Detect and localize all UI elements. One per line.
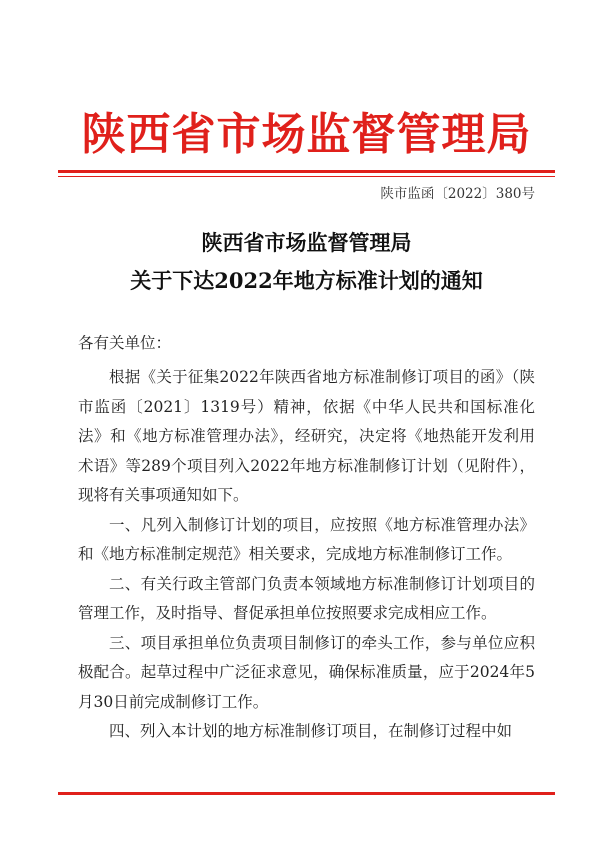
body-paragraph-item-1: 一、凡列入制修订计划的项目，应按照《地方标准管理办法》和《地方标准制定规范》相关要求，完成地方标准制修订工作。 xyxy=(78,515,535,563)
notice-body xyxy=(78,363,535,747)
body-paragraph-item-3: 三、项目承担单位负责项目制修订的牵头工作，参与单位应积极配合。起草过程中广泛征求意见，确保标准质量，应于2024年5月30日前完成制修订工作。 xyxy=(78,633,535,711)
footer-red-rule xyxy=(58,792,555,795)
header-red-rule-thin xyxy=(58,176,555,177)
issuing-authority-header: 陕西省市场监督管理局 xyxy=(81,109,532,160)
document-number: 陕市监函〔2022〕380号 xyxy=(380,186,535,202)
header-red-rule-thick xyxy=(58,170,555,173)
body-paragraph-item-2: 二、有关行政主管部门负责本领域地方标准制修订计划项目的管理工作，及时指导、督促承担单位按照要求完成相应工作。 xyxy=(78,574,535,622)
body-paragraph-item-4: 四、列入本计划的地方标准制修订项目，在制修订过程中如 xyxy=(109,722,513,740)
salutation: 各有关单位： xyxy=(78,334,172,352)
body-paragraph-intro: 根据《关于征集2022年陕西省地方标准制修订项目的函》（陕市监函〔2021〕1319号）精神，依据《中华人民共和国标准化法》和《地方标准管理办法》，经研究，决定将《地热能开发利用术语》等289个项目列入2022年地方标准制修订计划（见附件），现将有关事项通知如下。 xyxy=(78,368,535,504)
notice-title-line-1: 陕西省市场监督管理局 xyxy=(201,230,412,255)
notice-title-line-2: 关于下达2022年地方标准计划的通知 xyxy=(130,268,483,293)
